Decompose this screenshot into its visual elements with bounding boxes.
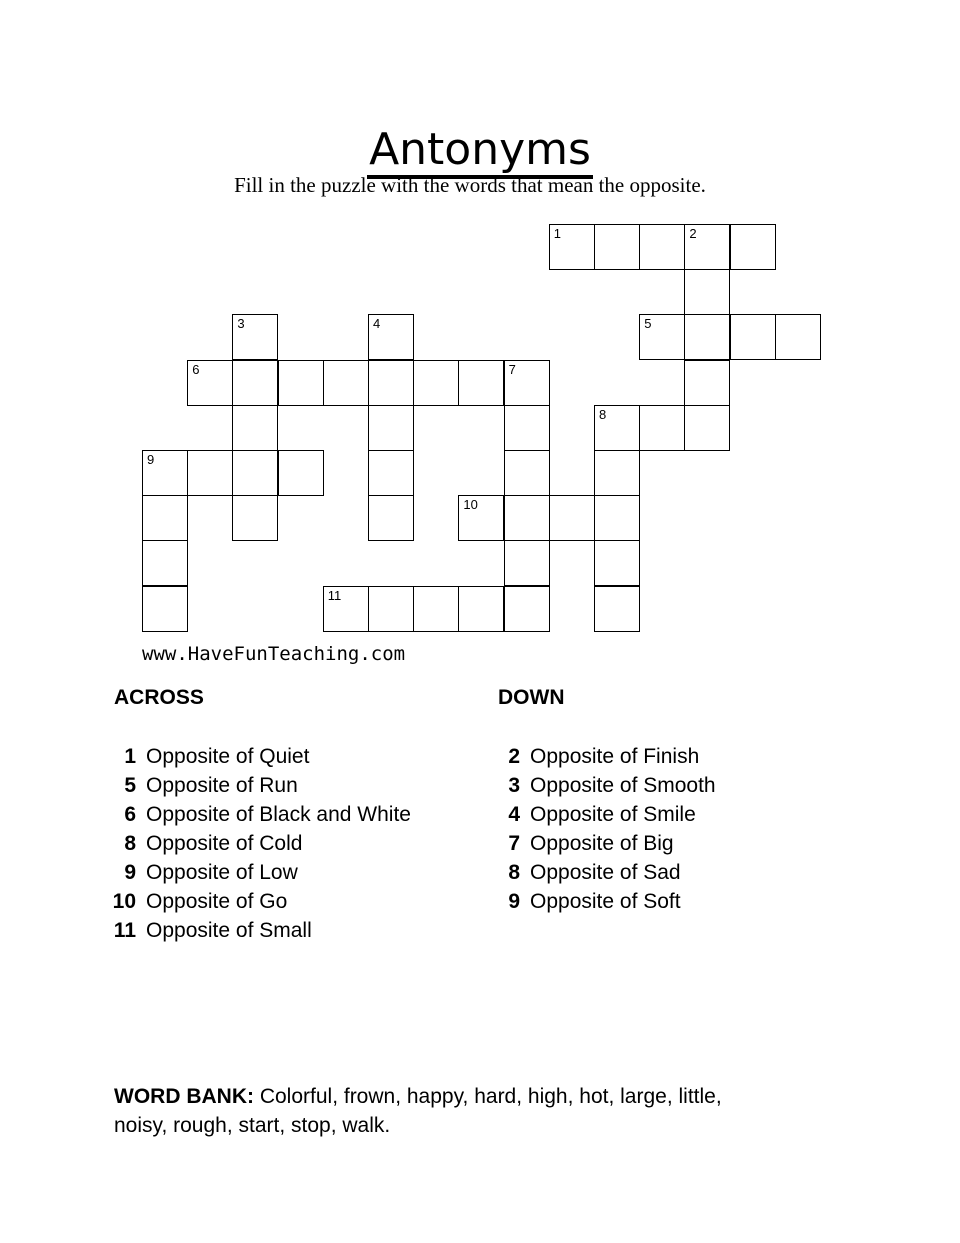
crossword-cell[interactable] (594, 224, 640, 270)
crossword-cell[interactable] (549, 495, 595, 541)
clue-text: Opposite of Low (146, 861, 298, 884)
clue-text: Opposite of Smile (530, 803, 696, 826)
clue-text: Opposite of Black and White (146, 803, 411, 826)
crossword-cell[interactable] (142, 586, 188, 632)
clue-number: 7 (508, 361, 516, 377)
crossword-cell[interactable] (684, 224, 730, 270)
crossword-cell[interactable] (458, 360, 504, 406)
clue-number: 3 (237, 316, 245, 332)
clue-number: 1 (553, 226, 562, 241)
crossword-cell[interactable] (458, 586, 504, 632)
crossword-cell[interactable] (504, 360, 550, 406)
clue-text: Opposite of Go (146, 890, 288, 913)
clue-number: 9 (147, 452, 155, 467)
crossword-cell[interactable] (142, 450, 188, 496)
crossword-cell[interactable] (278, 450, 324, 496)
clue-number: 10 (463, 497, 478, 513)
clue-text: Opposite of Quiet (146, 745, 310, 768)
crossword-cell[interactable] (232, 495, 278, 541)
crossword-cell[interactable] (142, 540, 188, 586)
crossword-cell[interactable] (323, 586, 369, 632)
clue-number: 9 (124, 861, 136, 884)
crossword-cell[interactable] (368, 450, 414, 496)
crossword-cell[interactable] (730, 224, 776, 270)
down-clue (494, 887, 716, 916)
across-clue (110, 771, 411, 800)
crossword-cell[interactable] (368, 314, 414, 360)
crossword-cell[interactable] (142, 495, 188, 541)
crossword-cell[interactable] (232, 314, 278, 360)
crossword-cell[interactable] (187, 360, 233, 406)
clue-text: Opposite of Sad (530, 861, 681, 884)
crossword-cell[interactable] (639, 405, 685, 451)
crossword-cell[interactable] (458, 495, 504, 541)
crossword-cell[interactable] (504, 586, 550, 632)
crossword-cell[interactable] (504, 405, 550, 451)
clue-text: Opposite of Finish (530, 745, 700, 768)
clue-number: 3 (508, 774, 520, 797)
crossword-cell[interactable] (232, 450, 278, 496)
crossword-cell[interactable] (413, 586, 459, 632)
word-bank (114, 1082, 734, 1140)
clue-number: 2 (689, 226, 697, 241)
crossword-cell[interactable] (730, 314, 776, 360)
clue-number: 8 (124, 832, 136, 855)
clue-text: Opposite of Cold (146, 832, 303, 855)
crossword-cell[interactable] (232, 405, 278, 451)
crossword-cell[interactable] (368, 360, 414, 406)
across-clue (110, 916, 411, 945)
crossword-cell[interactable] (368, 586, 414, 632)
crossword-cell[interactable] (594, 495, 640, 541)
crossword-cell[interactable] (594, 540, 640, 586)
clue-number: 11 (327, 587, 342, 603)
across-clue (110, 742, 411, 771)
crossword-cell[interactable] (684, 360, 730, 406)
clue-text: Opposite of Big (530, 832, 674, 855)
clue-number: 5 (124, 774, 136, 797)
clue-number: 1 (124, 745, 136, 768)
clue-number: 8 (599, 406, 607, 422)
clue-number: 4 (373, 316, 381, 332)
across-clue (110, 887, 411, 916)
crossword-cell[interactable] (232, 360, 278, 406)
down-clue (494, 858, 716, 887)
crossword-cell[interactable] (187, 450, 233, 496)
website-url: www.HaveFunTeaching.com (142, 643, 406, 665)
clue-number: 8 (508, 861, 520, 884)
crossword-cell[interactable] (594, 586, 640, 632)
crossword-cell[interactable] (368, 495, 414, 541)
crossword-cell[interactable] (504, 540, 550, 586)
clue-number: 6 (192, 361, 200, 377)
clue-text: Opposite of Smooth (530, 774, 716, 797)
clue-number: 5 (644, 316, 652, 332)
crossword-cell[interactable] (684, 314, 730, 360)
clue-number: 7 (508, 832, 520, 855)
crossword-cell[interactable] (278, 360, 324, 406)
crossword-cell[interactable] (368, 405, 414, 451)
crossword-cell[interactable] (594, 405, 640, 451)
across-clue (110, 829, 411, 858)
crossword-cell[interactable] (323, 360, 369, 406)
crossword-cell[interactable] (639, 314, 685, 360)
instructions: Fill in the puzzle with the words that mean the opposite. (234, 173, 706, 197)
word-bank-words: Colorful, frown, happy, hard, high, hot, large, little, noisy, rough, start, stop, walk. (114, 1085, 722, 1137)
across-heading: ACROSS (114, 686, 204, 709)
across-clue-list (110, 742, 411, 945)
down-clue (494, 800, 716, 829)
crossword-cell[interactable] (684, 269, 730, 315)
clue-number: 10 (112, 890, 136, 913)
crossword-cell[interactable] (413, 360, 459, 406)
down-heading: DOWN (498, 686, 565, 709)
clue-number: 11 (113, 919, 136, 942)
title-text: Antonyms (367, 124, 593, 179)
crossword-cell[interactable] (504, 495, 550, 541)
down-clue (494, 829, 716, 858)
down-clue (494, 771, 716, 800)
clue-number: 4 (508, 803, 520, 826)
down-clue-list (494, 742, 716, 916)
crossword-cell[interactable] (639, 224, 685, 270)
clue-text: Opposite of Soft (530, 890, 681, 913)
crossword-cell[interactable] (684, 405, 730, 451)
word-bank-label: WORD BANK: (114, 1085, 254, 1108)
across-clue (110, 858, 411, 887)
clue-number: 2 (508, 745, 520, 768)
clue-number: 9 (508, 890, 520, 913)
down-clue (494, 742, 716, 771)
crossword-cell[interactable] (549, 224, 595, 270)
crossword-cell[interactable] (504, 450, 550, 496)
crossword-cell[interactable] (775, 314, 821, 360)
across-clue (110, 800, 411, 829)
clue-number: 6 (124, 803, 136, 826)
crossword-cell[interactable] (594, 450, 640, 496)
clue-text: Opposite of Run (146, 774, 298, 797)
clue-text: Opposite of Small (146, 919, 312, 942)
